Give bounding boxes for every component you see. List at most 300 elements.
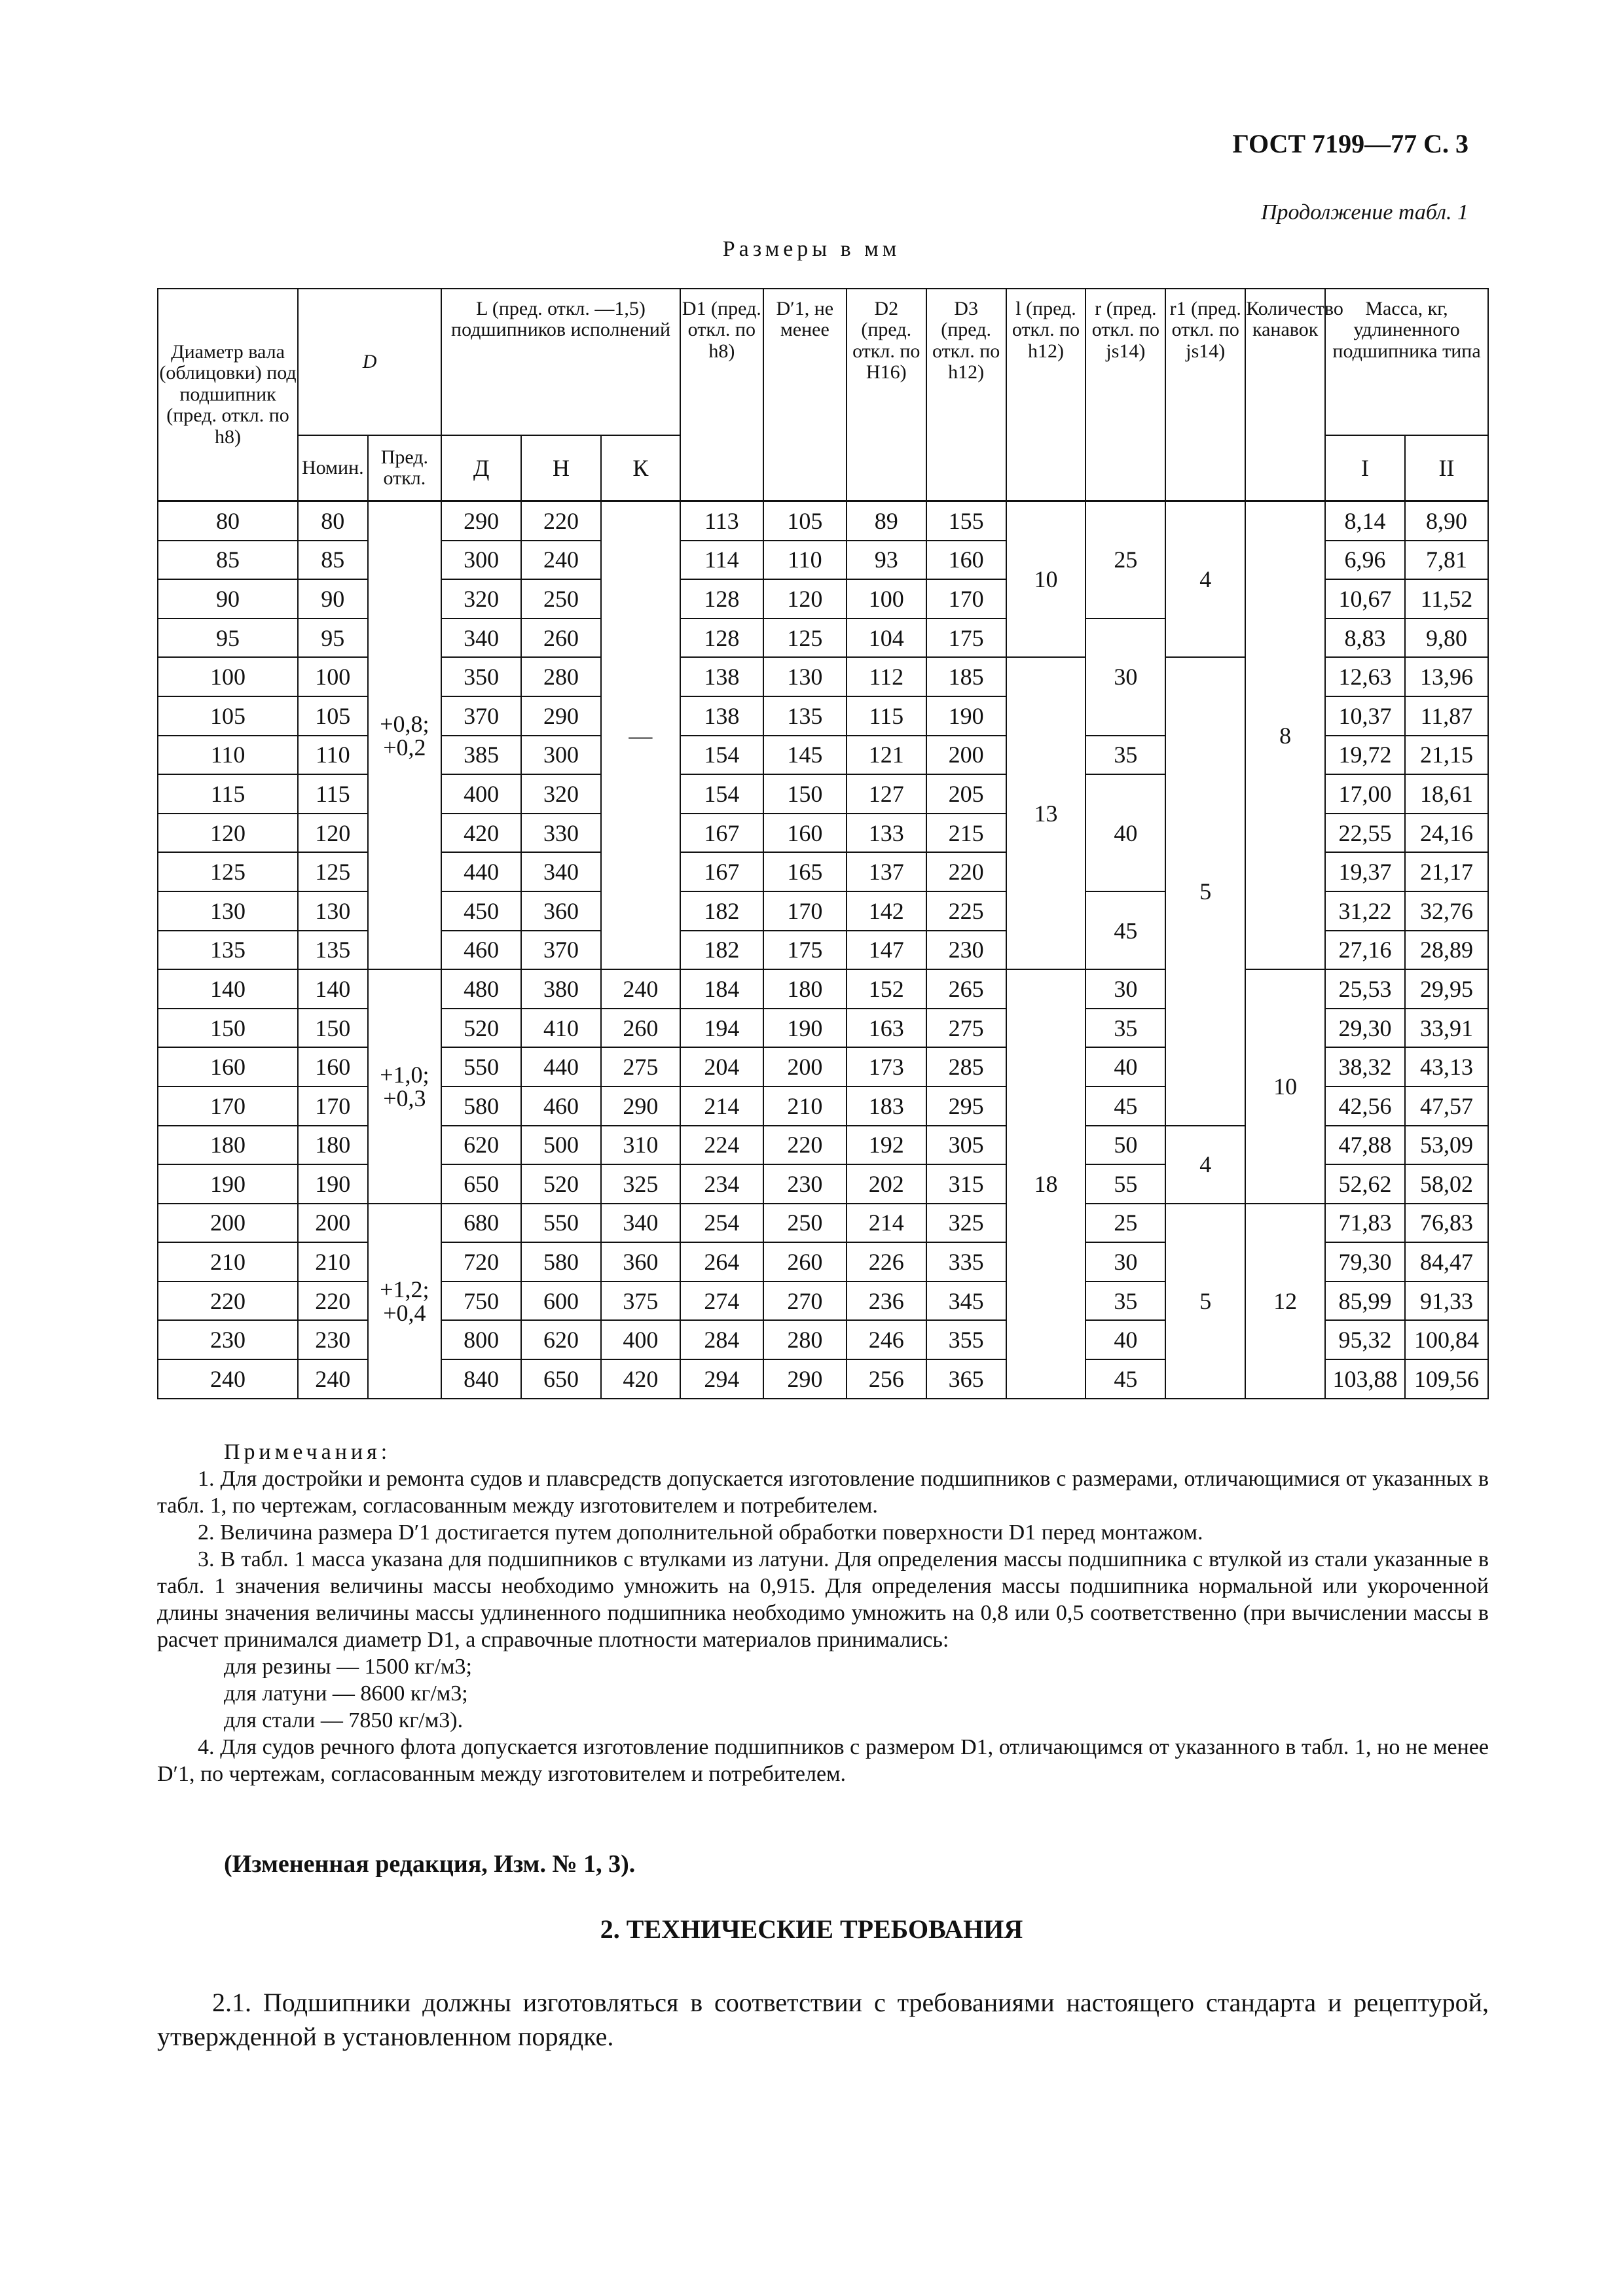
cell-d2: 142: [847, 891, 926, 931]
cell-d-tolerance: +0,8; +0,2: [368, 501, 442, 970]
cell-length-d: 400: [441, 774, 521, 814]
cell-mass-type-2: 11,52: [1405, 579, 1488, 619]
cell-mass-type-1: 71,83: [1325, 1204, 1405, 1243]
cell-d-nominal: 115: [298, 774, 368, 814]
cell-d-nominal: 90: [298, 579, 368, 619]
cell-r: 30: [1085, 1242, 1165, 1282]
cell-d-nominal: 100: [298, 657, 368, 696]
cell-mass-type-2: 84,47: [1405, 1242, 1488, 1282]
cell-d1: 224: [680, 1126, 763, 1165]
cell-d1: 182: [680, 891, 763, 931]
cell-length-k: 400: [601, 1320, 680, 1359]
cell-length-n: 550: [521, 1204, 601, 1243]
cell-grooves: 12: [1245, 1204, 1325, 1399]
cell-r: 25: [1085, 1204, 1165, 1243]
cell-d-tolerance: +1,2; +0,4: [368, 1204, 442, 1399]
note-3: 3. В табл. 1 масса указана для подшипников с втулками из латуни. Для определения массы подшипника с втулкой из стали указанные в табл. 1 значения величины массы необходимо умножить на 0,915. Для определения массы подшипника нормальной или укороченной длины значения величины массы удлиненного подшипника необходимо умножить на 0,8 или 0,5 соответственно (при вычислении массы в расчет принимался диаметр D1, а справочные плотности материалов принимались:: [157, 1547, 1489, 1652]
header-r1: r1 (пред. откл. по js14): [1165, 289, 1245, 501]
cell-length-d: 520: [441, 1009, 521, 1048]
cell-length-n: 250: [521, 579, 601, 619]
cell-r: 40: [1085, 1320, 1165, 1359]
cell-d-nominal: 85: [298, 541, 368, 580]
cell-d1-prime: 150: [763, 774, 847, 814]
cell-mass-type-2: 32,76: [1405, 891, 1488, 931]
cell-shaft-diameter: 180: [158, 1126, 298, 1165]
cell-d1: 204: [680, 1047, 763, 1086]
cell-mass-type-1: 79,30: [1325, 1242, 1405, 1282]
cell-d3: 170: [926, 579, 1006, 619]
cell-shaft-diameter: 120: [158, 814, 298, 853]
note-density-steel: для стали — 7850 кг/м3).: [224, 1708, 464, 1732]
cell-length-d: 385: [441, 736, 521, 775]
cell-length-n: 620: [521, 1320, 601, 1359]
cell-length-d: 350: [441, 657, 521, 696]
cell-r: 30: [1085, 969, 1165, 1009]
cell-d1-prime: 170: [763, 891, 847, 931]
cell-d1-prime: 200: [763, 1047, 847, 1086]
cell-d1-prime: 270: [763, 1282, 847, 1321]
header-d-nominal: Номин.: [298, 435, 368, 501]
cell-mass-type-1: 29,30: [1325, 1009, 1405, 1048]
cell-d1: 114: [680, 541, 763, 580]
cell-d2: 89: [847, 501, 926, 541]
table-continuation-label: Продолжение табл. 1: [1260, 200, 1468, 224]
cell-mass-type-2: 21,17: [1405, 852, 1488, 891]
cell-length-n: 290: [521, 696, 601, 736]
cell-d2: 152: [847, 969, 926, 1009]
cell-d1: 284: [680, 1320, 763, 1359]
cell-shaft-diameter: 200: [158, 1204, 298, 1243]
header-d: D: [298, 289, 441, 435]
cell-d-nominal: 140: [298, 969, 368, 1009]
cell-d3: 285: [926, 1047, 1006, 1086]
header-mass-type-2: II: [1405, 435, 1488, 501]
cell-d1: 138: [680, 657, 763, 696]
cell-length-d: 840: [441, 1359, 521, 1399]
table-row: [158, 501, 1488, 541]
cell-shaft-diameter: 210: [158, 1242, 298, 1282]
cell-d1-prime: 190: [763, 1009, 847, 1048]
cell-r: 25: [1085, 501, 1165, 619]
cell-shaft-diameter: 80: [158, 501, 298, 541]
cell-mass-type-1: 27,16: [1325, 931, 1405, 970]
cell-shaft-diameter: 150: [158, 1009, 298, 1048]
cell-d3: 355: [926, 1320, 1006, 1359]
cell-length-n: 410: [521, 1009, 601, 1048]
cell-length-d: 650: [441, 1164, 521, 1204]
header-d-tolerance: Пред. откл.: [368, 435, 442, 501]
cell-d2: 115: [847, 696, 926, 736]
cell-length-d: 550: [441, 1047, 521, 1086]
cell-length-k: 240: [601, 969, 680, 1009]
cell-d3: 345: [926, 1282, 1006, 1321]
cell-shaft-diameter: 130: [158, 891, 298, 931]
cell-d2: 121: [847, 736, 926, 775]
cell-length-d: 420: [441, 814, 521, 853]
cell-mass-type-2: 8,90: [1405, 501, 1488, 541]
cell-length-d: 370: [441, 696, 521, 736]
cell-mass-type-1: 103,88: [1325, 1359, 1405, 1399]
cell-length-d: 340: [441, 619, 521, 658]
cell-d1: 167: [680, 852, 763, 891]
amendment-note: (Измененная редакция, Изм. № 1, 3).: [224, 1850, 636, 1878]
cell-d3: 190: [926, 696, 1006, 736]
cell-length-d: 620: [441, 1126, 521, 1165]
cell-length-k: 275: [601, 1047, 680, 1086]
cell-mass-type-2: 47,57: [1405, 1086, 1488, 1126]
header-length: L (пред. откл. —1,5) подшипников исполнений: [441, 289, 680, 435]
cell-d1: 128: [680, 619, 763, 658]
cell-mass-type-1: 8,14: [1325, 501, 1405, 541]
cell-mass-type-2: 53,09: [1405, 1126, 1488, 1165]
cell-length-d: 300: [441, 541, 521, 580]
cell-d1-prime: 120: [763, 579, 847, 619]
cell-mass-type-1: 17,00: [1325, 774, 1405, 814]
cell-d1-prime: 280: [763, 1320, 847, 1359]
cell-length-n: 460: [521, 1086, 601, 1126]
cell-d2: 100: [847, 579, 926, 619]
cell-mass-type-2: 29,95: [1405, 969, 1488, 1009]
header-d2: D2 (пред. откл. по H16): [847, 289, 926, 501]
cell-mass-type-2: 13,96: [1405, 657, 1488, 696]
cell-d3: 275: [926, 1009, 1006, 1048]
cell-d3: 215: [926, 814, 1006, 853]
cell-mass-type-2: 7,81: [1405, 541, 1488, 580]
cell-r1: 4: [1165, 1126, 1245, 1204]
cell-d1-prime: 160: [763, 814, 847, 853]
cell-d1: 234: [680, 1164, 763, 1204]
cell-l-small: 10: [1006, 501, 1086, 658]
notes-block: [157, 1439, 1489, 1787]
cell-d2: 202: [847, 1164, 926, 1204]
section-text: [157, 1986, 1489, 2054]
section-title: 2. ТЕХНИЧЕСКИЕ ТРЕБОВАНИЯ: [600, 1914, 1023, 1944]
cell-d3: 200: [926, 736, 1006, 775]
cell-mass-type-1: 31,22: [1325, 891, 1405, 931]
cell-d1-prime: 210: [763, 1086, 847, 1126]
cell-d2: 147: [847, 931, 926, 970]
cell-r: 55: [1085, 1164, 1165, 1204]
cell-d3: 335: [926, 1242, 1006, 1282]
cell-d1: 113: [680, 501, 763, 541]
cell-length-k: —: [601, 501, 680, 970]
cell-shaft-diameter: 240: [158, 1359, 298, 1399]
cell-d2: 163: [847, 1009, 926, 1048]
cell-mass-type-1: 95,32: [1325, 1320, 1405, 1359]
cell-length-k: 290: [601, 1086, 680, 1126]
cell-d2: 226: [847, 1242, 926, 1282]
table-row: [158, 1204, 1488, 1243]
header-l-small: l (пред. откл. по h12): [1006, 289, 1086, 501]
cell-d1: 128: [680, 579, 763, 619]
cell-d1: 254: [680, 1204, 763, 1243]
cell-length-n: 380: [521, 969, 601, 1009]
cell-r: 45: [1085, 1359, 1165, 1399]
cell-shaft-diameter: 190: [158, 1164, 298, 1204]
cell-d3: 315: [926, 1164, 1006, 1204]
cell-mass-type-2: 28,89: [1405, 931, 1488, 970]
cell-length-d: 320: [441, 579, 521, 619]
cell-d-nominal: 200: [298, 1204, 368, 1243]
cell-length-d: 800: [441, 1320, 521, 1359]
cell-d1: 154: [680, 774, 763, 814]
cell-length-d: 580: [441, 1086, 521, 1126]
cell-d1-prime: 175: [763, 931, 847, 970]
cell-d-nominal: 125: [298, 852, 368, 891]
section-paragraph: 2.1. Подшипники должны изготовляться в соответствии с требованиями настоящего стандарта и рецептурой, утвержденной в установленном порядке.: [157, 1988, 1489, 2051]
cell-mass-type-2: 109,56: [1405, 1359, 1488, 1399]
cell-mass-type-1: 42,56: [1325, 1086, 1405, 1126]
cell-shaft-diameter: 110: [158, 736, 298, 775]
cell-d3: 155: [926, 501, 1006, 541]
cell-d3: 205: [926, 774, 1006, 814]
header-length-k: К: [601, 435, 680, 501]
cell-r: 50: [1085, 1126, 1165, 1165]
table-body: [158, 501, 1488, 1399]
cell-d3: 365: [926, 1359, 1006, 1399]
cell-length-n: 500: [521, 1126, 601, 1165]
cell-d3: 230: [926, 931, 1006, 970]
cell-length-n: 600: [521, 1282, 601, 1321]
header-shaft-diameter: Диаметр вала (облицовки) под подшипник (пред. откл. по h8): [158, 289, 298, 501]
cell-d2: 112: [847, 657, 926, 696]
cell-length-n: 260: [521, 619, 601, 658]
cell-d2: 256: [847, 1359, 926, 1399]
cell-d-nominal: 110: [298, 736, 368, 775]
cell-l-small: 13: [1006, 657, 1086, 969]
cell-r: 35: [1085, 1282, 1165, 1321]
note-density-brass: для латуни — 8600 кг/м3;: [224, 1681, 468, 1706]
cell-shaft-diameter: 115: [158, 774, 298, 814]
cell-length-d: 480: [441, 969, 521, 1009]
cell-mass-type-2: 43,13: [1405, 1047, 1488, 1086]
cell-length-k: 260: [601, 1009, 680, 1048]
cell-d3: 175: [926, 619, 1006, 658]
page-header: ГОСТ 7199—77 С. 3: [1232, 129, 1468, 158]
cell-d1: 214: [680, 1086, 763, 1126]
cell-d1-prime: 125: [763, 619, 847, 658]
cell-d1-prime: 250: [763, 1204, 847, 1243]
cell-d-nominal: 240: [298, 1359, 368, 1399]
cell-d1-prime: 110: [763, 541, 847, 580]
cell-length-d: 680: [441, 1204, 521, 1243]
cell-d3: 220: [926, 852, 1006, 891]
cell-d2: 133: [847, 814, 926, 853]
cell-d2: 127: [847, 774, 926, 814]
header-r: r (пред. откл. по js14): [1085, 289, 1165, 501]
cell-mass-type-1: 12,63: [1325, 657, 1405, 696]
cell-d1-prime: 290: [763, 1359, 847, 1399]
cell-mass-type-1: 6,96: [1325, 541, 1405, 580]
cell-d1: 138: [680, 696, 763, 736]
cell-d3: 185: [926, 657, 1006, 696]
header-d1-prime: D′1, не менее: [763, 289, 847, 501]
cell-d3: 305: [926, 1126, 1006, 1165]
cell-mass-type-2: 100,84: [1405, 1320, 1488, 1359]
header-d3: D3 (пред. откл. по h12): [926, 289, 1006, 501]
note-1: 1. Для достройки и ремонта судов и плавсредств допускается изготовление подшипников с размерами, отличающимися от указанных в табл. 1, по чертежам, согласованным между изготовителем и потребителем.: [157, 1467, 1489, 1518]
cell-mass-type-2: 58,02: [1405, 1164, 1488, 1204]
cell-r: 30: [1085, 619, 1165, 736]
cell-d3: 225: [926, 891, 1006, 931]
cell-d3: 295: [926, 1086, 1006, 1126]
cell-r: 45: [1085, 1086, 1165, 1126]
header-mass: Масса, кг, удлиненного подшипника типа: [1325, 289, 1488, 435]
header-d1: D1 (пред. откл. по h8): [680, 289, 763, 501]
header-grooves: Количество канавок: [1245, 289, 1325, 501]
cell-mass-type-1: 22,55: [1325, 814, 1405, 853]
cell-mass-type-2: 11,87: [1405, 696, 1488, 736]
cell-r: 45: [1085, 891, 1165, 969]
cell-d2: 192: [847, 1126, 926, 1165]
cell-d-nominal: 130: [298, 891, 368, 931]
cell-length-n: 580: [521, 1242, 601, 1282]
cell-shaft-diameter: 90: [158, 579, 298, 619]
cell-shaft-diameter: 170: [158, 1086, 298, 1126]
notes-title: Примечания:: [224, 1440, 392, 1464]
cell-d-nominal: 80: [298, 501, 368, 541]
cell-r1: 5: [1165, 657, 1245, 1125]
cell-length-n: 280: [521, 657, 601, 696]
cell-d-nominal: 230: [298, 1320, 368, 1359]
cell-length-d: 440: [441, 852, 521, 891]
cell-mass-type-2: 18,61: [1405, 774, 1488, 814]
cell-d1-prime: 105: [763, 501, 847, 541]
cell-length-k: 360: [601, 1242, 680, 1282]
cell-r1: 5: [1165, 1204, 1245, 1399]
cell-mass-type-1: 47,88: [1325, 1126, 1405, 1165]
cell-length-n: 220: [521, 501, 601, 541]
cell-d2: 236: [847, 1282, 926, 1321]
cell-d1: 154: [680, 736, 763, 775]
cell-d2: 214: [847, 1204, 926, 1243]
cell-d-tolerance: +1,0; +0,3: [368, 969, 442, 1204]
cell-d-nominal: 95: [298, 619, 368, 658]
cell-length-d: 720: [441, 1242, 521, 1282]
cell-mass-type-2: 9,80: [1405, 619, 1488, 658]
cell-d1-prime: 135: [763, 696, 847, 736]
cell-d2: 104: [847, 619, 926, 658]
cell-d-nominal: 210: [298, 1242, 368, 1282]
cell-length-k: 340: [601, 1204, 680, 1243]
cell-length-n: 370: [521, 931, 601, 970]
cell-mass-type-1: 19,37: [1325, 852, 1405, 891]
cell-r: 40: [1085, 1047, 1165, 1086]
cell-mass-type-1: 25,53: [1325, 969, 1405, 1009]
note-density-rubber: для резины — 1500 кг/м3;: [224, 1655, 472, 1679]
table-row: [158, 969, 1488, 1009]
cell-length-d: 450: [441, 891, 521, 931]
header-length-n: Н: [521, 435, 601, 501]
cell-d-nominal: 135: [298, 931, 368, 970]
cell-shaft-diameter: 135: [158, 931, 298, 970]
cell-length-k: 310: [601, 1126, 680, 1165]
cell-grooves: 8: [1245, 501, 1325, 970]
bearing-dimensions-table: [157, 288, 1489, 1399]
cell-mass-type-1: 38,32: [1325, 1047, 1405, 1086]
cell-d1: 194: [680, 1009, 763, 1048]
cell-shaft-diameter: 100: [158, 657, 298, 696]
cell-length-n: 240: [521, 541, 601, 580]
cell-d3: 325: [926, 1204, 1006, 1243]
cell-length-n: 340: [521, 852, 601, 891]
cell-mass-type-2: 76,83: [1405, 1204, 1488, 1243]
cell-length-n: 330: [521, 814, 601, 853]
cell-d-nominal: 160: [298, 1047, 368, 1086]
cell-d1-prime: 230: [763, 1164, 847, 1204]
cell-length-n: 440: [521, 1047, 601, 1086]
cell-d1-prime: 260: [763, 1242, 847, 1282]
cell-length-k: 420: [601, 1359, 680, 1399]
cell-mass-type-2: 24,16: [1405, 814, 1488, 853]
cell-d-nominal: 170: [298, 1086, 368, 1126]
cell-length-d: 290: [441, 501, 521, 541]
cell-d-nominal: 220: [298, 1282, 368, 1321]
cell-mass-type-2: 21,15: [1405, 736, 1488, 775]
cell-d1-prime: 145: [763, 736, 847, 775]
cell-d-nominal: 180: [298, 1126, 368, 1165]
cell-shaft-diameter: 85: [158, 541, 298, 580]
note-4: 4. Для судов речного флота допускается изготовление подшипников с размером D1, отличающимся от указанного в табл. 1, но не менее D′1, по чертежам, согласованным между изготовителем и потребителем.: [157, 1735, 1489, 1786]
cell-d-nominal: 150: [298, 1009, 368, 1048]
cell-grooves: 10: [1245, 969, 1325, 1204]
cell-r: 35: [1085, 1009, 1165, 1048]
cell-shaft-diameter: 230: [158, 1320, 298, 1359]
cell-d1-prime: 130: [763, 657, 847, 696]
cell-mass-type-1: 10,67: [1325, 579, 1405, 619]
cell-d2: 173: [847, 1047, 926, 1086]
cell-d-nominal: 190: [298, 1164, 368, 1204]
cell-d1: 274: [680, 1282, 763, 1321]
cell-length-n: 520: [521, 1164, 601, 1204]
cell-mass-type-1: 19,72: [1325, 736, 1405, 775]
cell-d1: 184: [680, 969, 763, 1009]
cell-length-k: 375: [601, 1282, 680, 1321]
cell-shaft-diameter: 105: [158, 696, 298, 736]
cell-d1: 264: [680, 1242, 763, 1282]
cell-d2: 183: [847, 1086, 926, 1126]
cell-mass-type-2: 91,33: [1405, 1282, 1488, 1321]
cell-d2: 93: [847, 541, 926, 580]
cell-mass-type-1: 8,83: [1325, 619, 1405, 658]
cell-length-k: 325: [601, 1164, 680, 1204]
note-2: 2. Величина размера D′1 достигается путем дополнительной обработки поверхности D1 перед монтажом.: [198, 1520, 1203, 1545]
cell-shaft-diameter: 220: [158, 1282, 298, 1321]
cell-d1-prime: 165: [763, 852, 847, 891]
cell-r: 35: [1085, 736, 1165, 775]
cell-d1: 294: [680, 1359, 763, 1399]
cell-d-nominal: 105: [298, 696, 368, 736]
cell-l-small: 18: [1006, 969, 1086, 1399]
cell-d1: 182: [680, 931, 763, 970]
cell-d2: 137: [847, 852, 926, 891]
cell-d1: 167: [680, 814, 763, 853]
cell-d3: 160: [926, 541, 1006, 580]
cell-shaft-diameter: 160: [158, 1047, 298, 1086]
cell-length-d: 460: [441, 931, 521, 970]
cell-length-n: 650: [521, 1359, 601, 1399]
cell-r1: 4: [1165, 501, 1245, 658]
cell-length-n: 300: [521, 736, 601, 775]
units-caption: Размеры в мм: [722, 237, 901, 261]
cell-r: 40: [1085, 774, 1165, 891]
cell-mass-type-1: 10,37: [1325, 696, 1405, 736]
cell-d2: 246: [847, 1320, 926, 1359]
cell-mass-type-1: 85,99: [1325, 1282, 1405, 1321]
cell-d-nominal: 120: [298, 814, 368, 853]
cell-length-n: 320: [521, 774, 601, 814]
cell-d1-prime: 180: [763, 969, 847, 1009]
